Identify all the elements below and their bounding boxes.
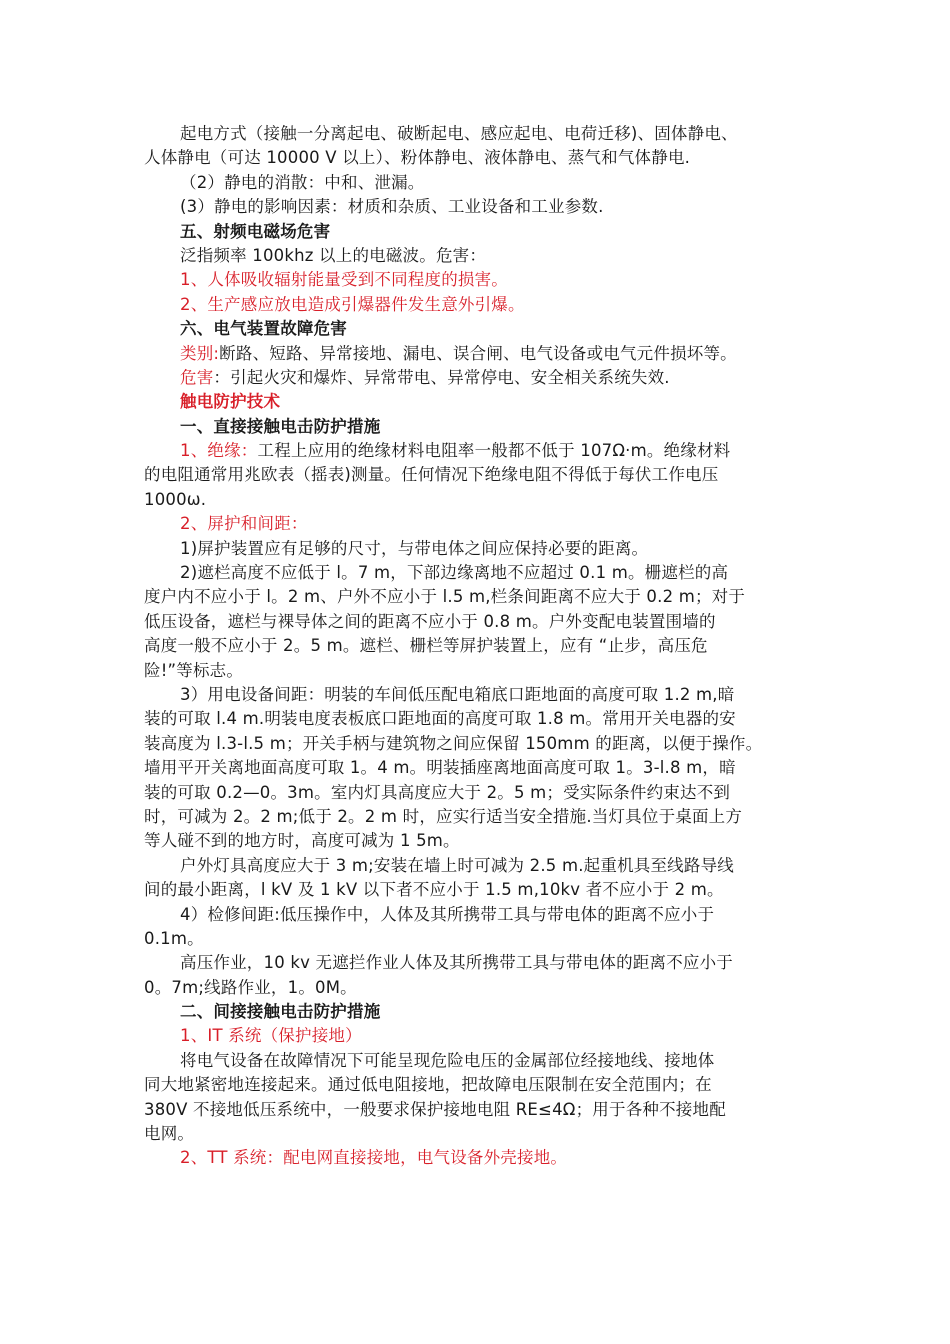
text-segment: 2、TT 系统：配电网直接接地，电气设备外壳接地。 (180, 1148, 568, 1168)
text-segment: 等人碰不到的地方时，高度可减为 1 5m。 (144, 831, 460, 851)
text-segment: 同大地紧密地连接起来。通过低电阻接地，把故障电压限制在安全范围内；在 (144, 1075, 712, 1095)
text-segment: 起电方式（接触一分离起电、破断起电、感应起电、电荷迁移)、固体静电、 (180, 124, 738, 143)
text-line (144, 366, 810, 390)
text-line (144, 659, 810, 683)
text-line (144, 463, 810, 487)
text-line (144, 683, 810, 707)
text-segment: 装高度为 l.3-l.5 m；开关手柄与建筑物之间应保留 150mm 的距离，以便于操作。 (144, 733, 763, 753)
text-line (144, 171, 810, 195)
text-line (144, 829, 810, 853)
text-segment: 高压作业，10 kv 无遮拦作业人体及其所携带工具与带电体的距离不应小于 (180, 953, 734, 973)
text-line (144, 268, 810, 292)
text-line (144, 415, 810, 439)
text-line (144, 805, 810, 829)
text-line (144, 927, 810, 951)
text-segment: 险!”等标志。 (144, 660, 244, 680)
text-segment: 2、屏护和间距： (180, 514, 308, 534)
text-segment: 将电气设备在故障情况下可能呈现危险电压的金属部位经接地线、接地体 (180, 1050, 715, 1070)
text-line (144, 195, 810, 219)
text-segment: 六、电气装置故障危害 (180, 319, 347, 339)
text-segment: 工程上应用的绝缘材料电阻率一般都不低于 107Ω·m。绝缘材料 (257, 441, 731, 461)
text-line (144, 903, 810, 927)
text-line (144, 951, 810, 975)
text-segment: 低压设备，遮栏与裸导体之间的距离不应小于 0.8 m。户外变配电装置围墙的 (144, 611, 716, 631)
text-line (144, 512, 810, 536)
text-line (144, 244, 810, 268)
document-body (144, 122, 810, 1171)
text-segment: 1、绝缘： (180, 441, 258, 461)
text-segment: 人体静电（可达 10000 V 以上）、粉体静电、液体静电、蒸气和气体静电. (144, 148, 691, 168)
text-segment: ：引起火灾和爆炸、异常带电、异常停电、安全相关系统失效. (213, 367, 670, 387)
text-line (144, 488, 810, 512)
text-segment: 墙用平开关离地面高度可取 1。4 m。明装插座离地面高度可取 1。3-l.8 m，暗 (144, 758, 736, 778)
text-segment: 0。7m;线路作业，1。0M。 (144, 977, 357, 997)
text-segment: 1、人体吸收辐射能量受到不同程度的损害。 (180, 270, 508, 290)
text-segment: 的电阻通常用兆欧表（摇表)测量。任何情况下绝缘电阻不得低于每伏工作电压 (144, 465, 719, 485)
text-segment: 装的可取 l.4 m.明装电度表板底口距地面的高度可取 1.8 m。常用开关电器的安 (144, 709, 736, 729)
text-line (144, 854, 810, 878)
text-line (144, 146, 810, 170)
text-segment: 危害 (180, 367, 214, 387)
text-segment: 0.1m。 (144, 928, 204, 948)
text-segment: 4）检修间距:低压操作中，人体及其所携带工具与带电体的距离不应小于 (180, 904, 715, 924)
text-segment: 电网。 (144, 1124, 195, 1144)
text-line (144, 878, 810, 902)
text-segment: （2）静电的消散：中和、泄漏。 (180, 172, 425, 192)
text-segment: 户外灯具高度应大于 3 m;安装在墙上时可减为 2.5 m.起重机具至线路导线 (180, 855, 734, 875)
text-line (144, 1098, 810, 1122)
text-line (144, 220, 810, 244)
text-segment: 1)屏护装置应有足够的尺寸，与带电体之间应保持必要的距离。 (180, 538, 649, 558)
text-segment: 泛指频率 100khz 以上的电磁波。危害： (180, 245, 487, 265)
text-segment: 高度一般不应小于 2。5 m。遮栏、栅栏等屏护装置上，应有 “止步，高压危 (144, 636, 708, 656)
text-segment: 时，可减为 2。2 m;低于 2。2 m 时，应实行适当安全措施.当灯具位于桌面上方 (144, 806, 743, 826)
text-line (144, 1146, 810, 1170)
text-line (144, 561, 810, 585)
text-line (144, 439, 810, 463)
text-segment: 二、间接接触电击防护措施 (180, 1002, 381, 1022)
text-segment: 380V 不接地低压系统中，一般要求保护接地电阻 RE≤4Ω；用于各种不接地配 (144, 1099, 726, 1119)
text-segment: 装的可取 0.2—0。3m。室内灯具高度应大于 2。5 m；受实际条件约束达不到 (144, 782, 731, 802)
text-line (144, 756, 810, 780)
text-line (144, 1049, 810, 1073)
text-line (144, 1122, 810, 1146)
text-segment: 度户内不应小于 l。2 m、户外不应小于 l.5 m,栏条间距离不应大于 0.2 m；对于 (144, 587, 746, 607)
text-line (144, 1024, 810, 1048)
text-segment: 3）用电设备间距：明装的车间低压配电箱底口距地面的高度可取 1.2 m,暗 (180, 684, 735, 704)
text-line (144, 610, 810, 634)
text-segment: (3）静电的影响因素：材质和杂质、工业设备和工业参数. (180, 197, 604, 217)
text-line (144, 707, 810, 731)
text-segment: 一、直接接触电击防护措施 (180, 416, 381, 436)
text-segment: 2、生产感应放电造成引爆器件发生意外引爆。 (180, 294, 525, 314)
text-line (144, 976, 810, 1000)
text-line (144, 342, 810, 366)
text-segment: 触电防护技术 (180, 392, 281, 412)
text-line (144, 390, 810, 414)
text-segment: 类别: (180, 343, 220, 363)
text-line (144, 634, 810, 658)
text-line (144, 1073, 810, 1097)
text-segment: 断路、短路、异常接地、漏电、误合闸、电气设备或电气元件损坏等。 (219, 343, 737, 363)
text-line (144, 732, 810, 756)
text-segment: 1、IT 系统（保护接地） (180, 1026, 362, 1046)
text-segment: 间的最小距离，l kV 及 1 kV 以下者不应小于 1.5 m,10kv 者不应小于 2 m。 (144, 880, 724, 900)
text-line (144, 781, 810, 805)
text-line (144, 293, 810, 317)
text-segment: 1000ω. (144, 489, 207, 509)
text-line (144, 122, 810, 146)
text-line (144, 317, 810, 341)
text-line (144, 537, 810, 561)
text-segment: 五、射频电磁场危害 (180, 221, 331, 241)
text-line (144, 585, 810, 609)
text-line (144, 1000, 810, 1024)
text-segment: 2)遮栏高度不应低于 l。7 m，下部边缘离地不应超过 0.1 m。栅遮栏的高 (180, 563, 729, 583)
